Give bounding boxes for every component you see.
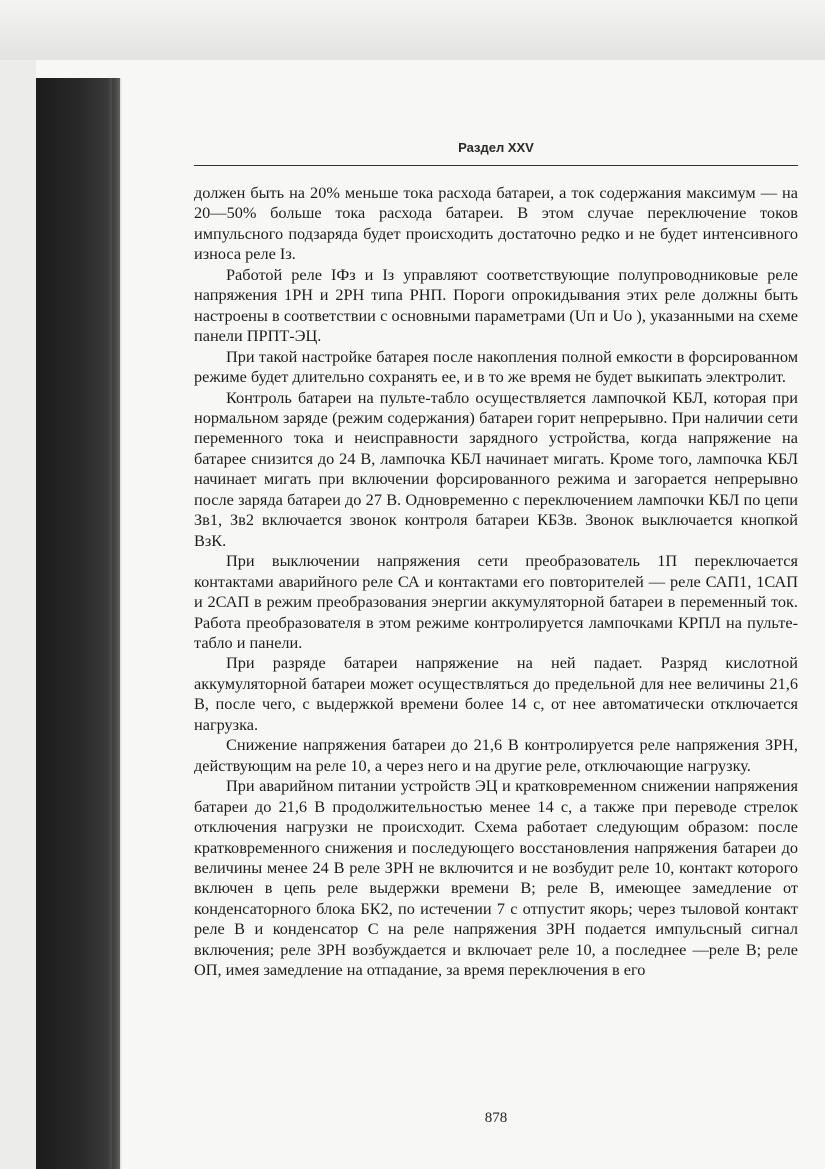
paragraph: Контроль батареи на пульте-табло осуществляется лампочкой КБЛ, которая при нормальном заряде (режим содержания) батареи горит непрерывно. При наличии сети переменного тока и неисправности зарядного устройства, когда напряжение на батарее снизится до 24 В, лампочка КБЛ начинает мигать. Кроме того, лампочка КБЛ начинает мигать при включении форсированного режима и загорается непрерывно после заряда батареи до 27 В. Одновременно с переключением лампочки КБЛ по цепи Зв1, Зв2 включается звонок контроля батареи КБЗв. Звонок выключается кнопкой ВзК.	[194, 387, 798, 550]
book-spine-shadow	[36, 78, 120, 1169]
paragraph: При разряде батареи напряжение на ней падает. Разряд кислотной аккумуляторной батареи может осуществляться до предельной для нее величины 21,6 В, после чего, с выдержкой времени более 14 с, от нее автоматически отключается нагрузка.	[194, 653, 798, 734]
paragraph: должен быть на 20% меньше тока расхода батареи, а ток содержания максимум — на 20—50% больше тока расхода батареи. В этом случае переключение токов импульсного подзаряда будет происходить достаточно редко и не будет интенсивного износа реле Iз.	[194, 183, 798, 264]
paragraph: При выключении напряжения сети преобразователь 1П переключается контактами аварийного реле СА и контактами его повторителей — реле САП1, 1САП и 2САП в режим преобразования энергии аккумуляторной батареи в переменный ток. Работа преобразователя в этом режиме контролируется лампочками КРПЛ на пульте-табло и панели.	[194, 551, 798, 652]
page-number: 878	[484, 1110, 508, 1126]
body-text	[194, 183, 798, 981]
paragraph: При такой настройке батарея после накопления полной емкости в форсированном режиме будет длительно сохранять ее, и в то же время не будет выкипать электролит.	[194, 346, 798, 387]
running-head: Раздел XXV	[458, 140, 534, 155]
spine-edge-shadow	[112, 78, 122, 1169]
scan-background	[0, 0, 825, 60]
header-rule	[194, 165, 798, 166]
paragraph: При аварийном питании устройств ЭЦ и кратковременном снижении напряжения батареи до 21,6 В продолжительностью менее 14 с, а также при переводе стрелок отключения нагрузки не происходит. Схема работает следующим образом: после кратковременного снижения и последующего восстановления напряжения батареи до величины менее 24 В реле ЗРН не включится и не возбудит реле 10, контакт которого включен в цепь реле выдержки времени В; реле В, имеющее замедление от конденсаторного блока БК2, по истечении 7 с отпустит якорь; через тыловой контакт реле В и конденсатор С на реле напряжения ЗРН подается импульсный сигнал включения; реле ЗРН возбуждается и включает реле 10, а последнее —реле В; реле ОП, имея замедление на отпадание, за время переключения в его	[194, 776, 798, 980]
paragraph: Снижение напряжения батареи до 21,6 В контролируется реле напряжения ЗРН, действующим на реле 10, а через него и на другие реле, отключающие нагрузку.	[194, 735, 798, 775]
paragraph: Работой реле IФз и Iз управляют соответствующие полупроводниковые реле напряжения 1РН и 2РН типа РНП. Пороги опрокидывания этих реле должны быть настроены в соответствии с основными параметрами (Uп и Uо ), указанными на схеме панели ПРПТ-ЭЦ.	[194, 264, 798, 346]
